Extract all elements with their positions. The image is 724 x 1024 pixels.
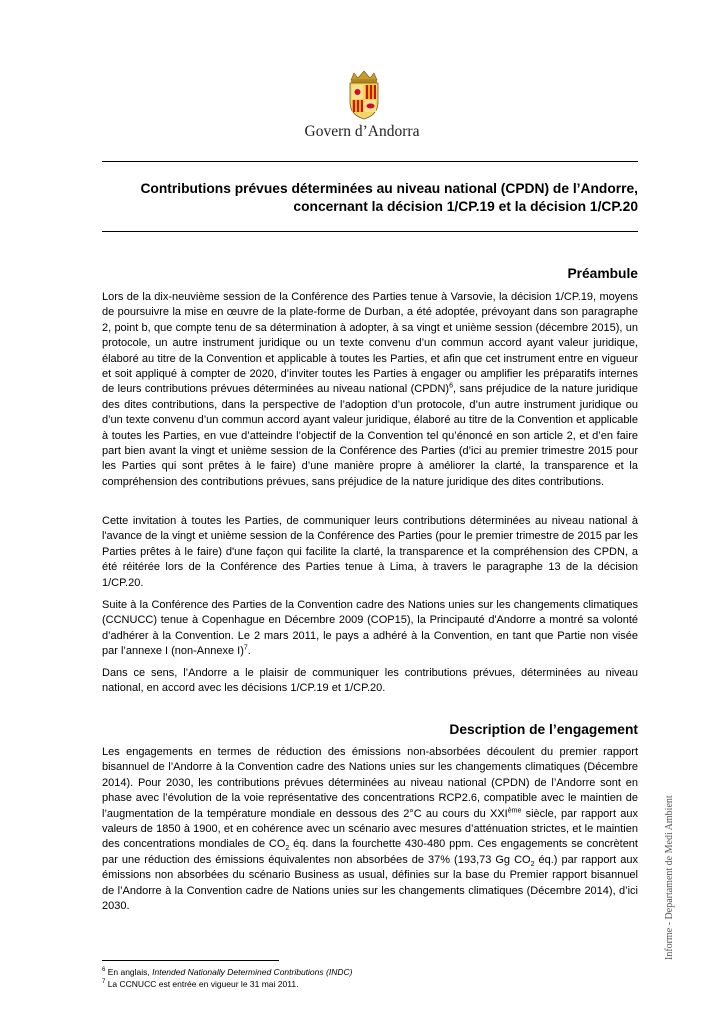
text-run: Lors de la dix-neuvième session de la Conférence des Parties tenue à Varsovie, la décision 1/CP.19, moyens de poursuivre la mise en œuvre de la plate-forme de Durban, a été adoptée, prévoyant dans son paragraphe 2, point b, que compte tenu de sa détermination à adopter, à sa vingt et unième session (décembre 2015), un protocole, un autre instrument juridique ou un texte convenu d’un commun accord ayant valeur juridique, élaboré au titre de la Convention et applicable à toutes les Parties, et afin que cet instrument entre en vigueur et soit appliqué à compter de 2020, d’inviter toutes les Parties à engager ou amplifier les préparatifs internes de leurs contributions prévues déterminées au niveau national (CPDN)	[102, 291, 638, 396]
text-run: , sans préjudice de la nature juridique des dites contributions, dans la perspective de l’adoption d’un protocole, d’un autre instrument juridique ou d’un texte convenu d’un commun accord ayant valeur juridique, élaboré au titre de la Convention et applicable à toutes les Parties, en vue d’atteindre l’objectif de la Convention tel qu’énoncé en son article 2, et d’en faire part bien avant la vingt et unième session de la Conférence des Parties (d’ici au premier trimestre 2015 pour les Parties qui sont prêtes à le faire) d’une manière propre à améliorer la clarté, la transparence et la compréhension des contributions prévues, sans préjudice de la nature juridique des dites contributions.	[102, 383, 638, 488]
document-title	[102, 180, 638, 216]
org-name: Govern d’Andorra	[304, 123, 420, 140]
preamble-paragraph-2: Cette invitation à toutes les Parties, de communiquer leurs contributions déterminées au niveau national à l'avance de la vingt et unième session de la Conférence des Parties (pour le premier trimestre de 2015 par les Parties prêtes à le faire) d'une façon qui facilite la clarté, la transparence et la compréhension des CPDN, a été réitérée lors de la Conférence des Parties tenue à Lima, à travers le paragraphe 13 de la décision 1/CP.20.	[102, 515, 638, 589]
header-top-rule	[102, 161, 638, 162]
footnote-number: 7	[102, 979, 106, 985]
vertical-side-label: Informe - Departament de Medi Ambient	[664, 795, 675, 960]
header-bottom-rule	[102, 231, 638, 232]
text-run: En anglais,	[105, 966, 153, 977]
text-run-italic: Intended Nationally Determined Contributions (INDC)	[152, 966, 353, 977]
engagement-heading: Description de l’engagement	[449, 722, 638, 737]
co2-subscript: 2	[530, 861, 535, 869]
preamble-paragraph-3	[102, 598, 638, 660]
footnote-6	[102, 965, 352, 978]
century-superscript: ème	[507, 806, 522, 814]
coat-of-arms-logo	[343, 70, 385, 120]
text-run: .	[247, 645, 251, 658]
document-title-line2: concernant la décision 1/CP.19 et la décision 1/CP.20	[293, 199, 638, 214]
co2-subscript: 2	[285, 845, 290, 853]
text-run: La CCNUCC est entrée en vigueur le 31 mai 2011.	[105, 978, 299, 989]
preamble-paragraph-4: Dans ce sens, l’Andorre a le plaisir de communiquer les contributions prévues, déterminées au niveau national, en accord avec les décisions 1/CP.19 et 1/CP.20.	[102, 667, 638, 695]
text-run: siècle, par rapport aux valeurs de 1850 à 1900, et en cohérence avec un scénario avec mesures d’atténuation strictes, et le maintien des concentrations mondiales de CO	[102, 807, 639, 851]
document-title-line1: Contributions prévues déterminées au niveau national (CPDN) de l’Andorre,	[140, 181, 638, 196]
preamble-paragraph-1	[102, 290, 638, 490]
footnote-ref-7: 7	[243, 644, 248, 652]
text-run: éq.) par rapport aux émissions non absorbées du scénario Business as usual, définies sur la base du Premier rapport bisannuel de l’Andorre à la Convention cadre de Nations unies sur les changements climatiques (Décembre 2014), d’ici 2030.	[102, 853, 638, 913]
footnote-7	[102, 977, 298, 990]
text-run: éq. dans la fourchette 430-480 ppm. Ces engagements se concrètent par une réduction des émissions équivalentes non absorbées de 37% (193,73 Gg CO	[102, 838, 638, 866]
engagement-paragraph	[102, 745, 638, 914]
footnote-ref-6: 6	[449, 382, 454, 390]
preamble-heading: Préambule	[567, 266, 638, 281]
footnote-number: 6	[102, 967, 106, 973]
footnote-separator	[102, 960, 279, 961]
text-run: Les engagements en termes de réduction des émissions non-absorbées découlent du premier rapport bisannuel de l’Andorre à la Convention cadre des Nations unies sur les changements climatiques (Décembre 2014). Pour 2030, les contributions prévues déterminées au niveau national (CPDN) de l’Andorre sont en phase avec l’évolution de la voie représentative des concentrations RCP2.6, compatible avec le maintien de l’augmentation de la température mondiale en dessous des 2°C au cours du XXI	[102, 746, 638, 820]
text-run: Suite à la Conférence des Parties de la Convention cadre des Nations unies sur les changements climatiques (CCNUCC) tenue à Copenhague en Décembre 2009 (COP15), la Principauté d'Andorre a montré sa volonté d’adhérer à la Convention. Le 2 mars 2011, le pays a adhéré à la Convention, en tant que Partie non visée par l’annexe I (non-Annexe I)	[102, 599, 638, 658]
